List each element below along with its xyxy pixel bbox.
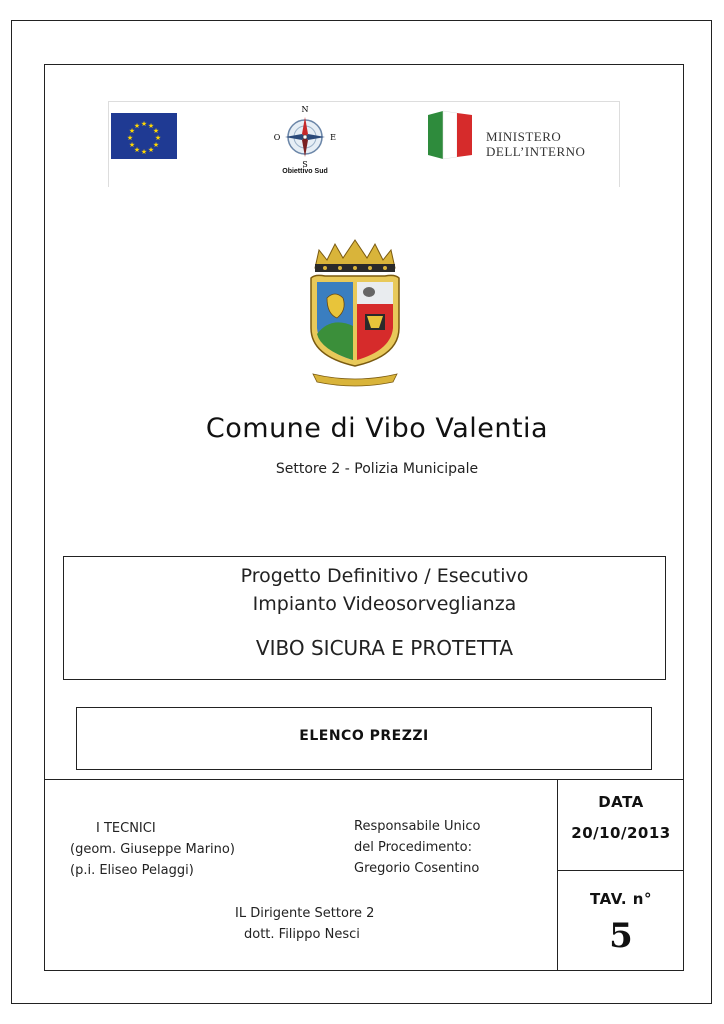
document-type-label: ELENCO PREZZI	[299, 728, 429, 744]
svg-text:O: O	[273, 133, 281, 142]
data-value: 20/10/2013	[571, 824, 671, 842]
svg-text:★: ★	[152, 127, 160, 135]
ministero-line1: MINISTERO	[486, 129, 562, 144]
footer-right-divider	[557, 870, 684, 871]
data-label: DATA	[598, 793, 644, 811]
project-name: VIBO SICURA E PROTETTA	[255, 636, 514, 660]
ministero-line2: DELL’INTERNO	[486, 144, 586, 159]
svg-text:★: ★	[140, 148, 148, 156]
tav-label: TAV. n°	[590, 890, 652, 908]
svg-text:★: ★	[133, 122, 141, 130]
project-box	[63, 556, 666, 680]
document-type-box	[76, 707, 652, 770]
rup-line1: Responsabile Unico	[354, 819, 481, 834]
svg-text:★: ★	[152, 141, 160, 149]
svg-text:N: N	[301, 105, 309, 114]
rup-line2: del Procedimento:	[354, 840, 472, 855]
svg-text:★: ★	[147, 146, 155, 154]
obiettivo-sud-label: Obiettivo Sud	[282, 168, 328, 175]
page-title: Comune di Vibo Valentia	[205, 413, 549, 444]
footer-divider	[44, 779, 684, 780]
tecnici-title: I TECNICI	[96, 821, 156, 836]
tecnico-1: (geom. Giuseppe Marino)	[70, 842, 235, 857]
svg-text:★: ★	[126, 134, 134, 142]
svg-text:E: E	[330, 133, 336, 142]
svg-text:★: ★	[128, 141, 136, 149]
project-line1: Progetto Definitivo / Esecutivo	[240, 565, 529, 587]
tecnico-2: (p.i. Eliseo Pelaggi)	[70, 863, 194, 878]
svg-text:★: ★	[147, 122, 155, 130]
svg-text:★: ★	[128, 127, 136, 135]
dirigente-line2: dott. Filippo Nesci	[244, 927, 360, 942]
page-subtitle: Settore 2 - Polizia Municipale	[275, 461, 479, 477]
ministero-text	[486, 129, 585, 159]
eu-flag-icon	[111, 113, 177, 159]
svg-text:★: ★	[154, 134, 162, 142]
coat-of-arms-icon	[305, 238, 405, 388]
dirigente-line1: IL Dirigente Settore 2	[235, 906, 375, 921]
project-line2: Impianto Videosorveglianza	[252, 593, 517, 615]
svg-text:S: S	[302, 160, 308, 169]
rup-name: Gregorio Cosentino	[354, 861, 480, 876]
svg-text:★: ★	[133, 146, 141, 154]
svg-text:★: ★	[140, 120, 148, 128]
ministero-flag-icon	[428, 109, 474, 161]
tav-number: 5	[609, 916, 633, 956]
